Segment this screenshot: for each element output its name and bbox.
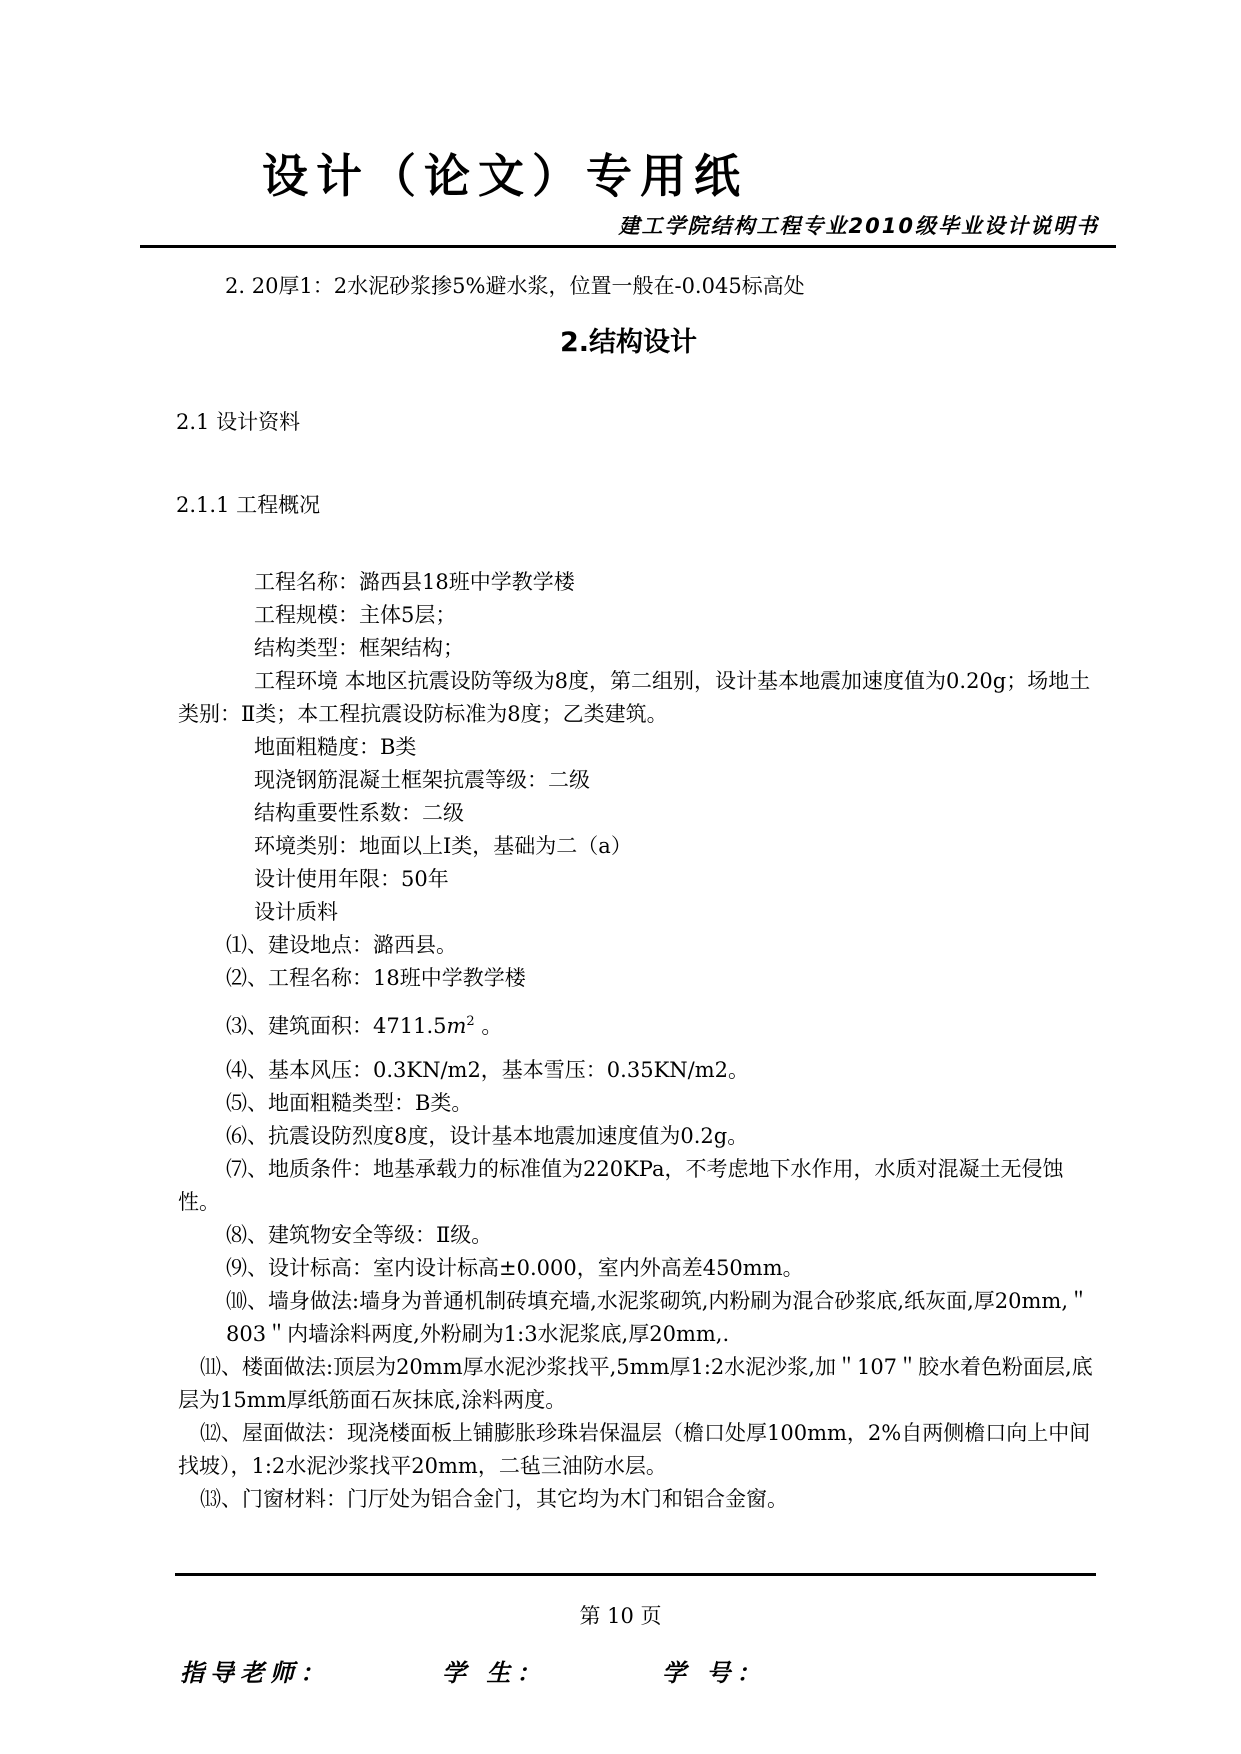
student-label: 学 生： bbox=[442, 1659, 547, 1687]
overview-item: 地面粗糙度：B类 bbox=[254, 735, 417, 759]
material-item-12: ⑿、屋面做法：现浇楼面板上铺膨胀珍珠岩保温层（檐口处厚100mm，2%自两侧檐口向上中间找坡），1:2水泥沙浆找平20mm，二毡三油防水层。 bbox=[178, 1421, 1091, 1478]
overview-item: 工程名称：潞西县18班中学教学楼 bbox=[254, 570, 575, 594]
material-item-7: ⑺、地质条件：地基承载力的标准值为220KPa，不考虑地下水作用，水质对混凝土无侵蚀性。 bbox=[178, 1157, 1064, 1214]
area-unit-exponent: 2 bbox=[466, 1014, 475, 1029]
environment-paragraph: 工程环境 本地区抗震设防等级为8度，第二组别，设计基本地震加速度值为0.20g；场地土类别：Ⅱ类；本工程抗震设防标准为8度；乙类建筑。 bbox=[178, 669, 1091, 726]
overview-item: 结构重要性系数：二级 bbox=[254, 801, 464, 825]
area-label: ⑶、建筑面积：4711.5 bbox=[226, 1014, 447, 1038]
overview-item: 环境类别：地面以上Ⅰ类，基础为二（a） bbox=[254, 834, 632, 858]
section-title: 2.结构设计 bbox=[560, 327, 698, 358]
overview-list bbox=[254, 566, 575, 665]
page-header-subtitle: 建工学院结构工程专业2010级毕业设计说明书 bbox=[618, 214, 1099, 238]
subsection-heading: 2.1 设计资料 bbox=[176, 410, 301, 434]
material-item-9: ⑼、设计标高：室内设计标高±0.000，室内外高差450mm。 bbox=[226, 1256, 804, 1280]
material-item-6: ⑹、抗震设防烈度8度，设计基本地震加速度值为0.2g。 bbox=[226, 1124, 749, 1148]
material-item-4: ⑷、基本风压：0.3KN/m2，基本雪压：0.35KN/m2。 bbox=[226, 1058, 749, 1082]
overview-list-2 bbox=[254, 731, 632, 929]
material-item-8: ⑻、建筑物安全等级：Ⅱ级。 bbox=[226, 1223, 493, 1247]
page-number: 第 10 页 bbox=[579, 1604, 662, 1628]
material-item-5: ⑸、地面粗糙类型：B类。 bbox=[226, 1091, 473, 1115]
material-item-3 bbox=[226, 1005, 502, 1043]
overview-item: 设计质料 bbox=[254, 900, 338, 924]
material-item-13: ⒀、门窗材料：门厅处为铝合金门，其它均为木门和铝合金窗。 bbox=[200, 1487, 788, 1511]
area-unit: m bbox=[446, 1014, 467, 1038]
material-item-11: ⑾、楼面做法:顶层为20mm厚水泥沙浆找平,5mm厚1:2水泥沙浆,加＂107＂胶水着色粉面层,底层为15mm厚纸筋面石灰抹底,涂料两度。 bbox=[178, 1355, 1093, 1412]
overview-item: 结构类型：框架结构； bbox=[254, 636, 464, 660]
material-item-10: ⑽、墙身做法:墙身为普通机制砖填充墙,水泥浆砌筑,内粉刷为混合砂浆底,纸灰面,厚20mm,＂803＂内墙涂料两度,外粉刷为1:3水泥浆底,厚20mm,. bbox=[226, 1289, 1089, 1346]
area-suffix: 。 bbox=[474, 1014, 503, 1038]
intro-line: 2. 20厚1：2水泥砂浆掺5%避水浆，位置一般在-0.045标高处 bbox=[225, 274, 805, 298]
footer-divider bbox=[175, 1573, 1096, 1576]
material-item-2: ⑵、工程名称：18班中学教学楼 bbox=[226, 966, 526, 990]
header-divider bbox=[140, 245, 1116, 248]
page-header-title: 设计（论文）专用纸 bbox=[262, 149, 748, 203]
student-id-label: 学 号： bbox=[662, 1659, 767, 1687]
subsubsection-heading: 2.1.1 工程概况 bbox=[176, 493, 321, 517]
advisor-label: 指导老师： bbox=[180, 1659, 330, 1687]
overview-item: 设计使用年限：50年 bbox=[254, 867, 449, 891]
overview-item: 工程规模：主体5层； bbox=[254, 603, 457, 627]
material-item-1: ⑴、建设地点：潞西县。 bbox=[226, 933, 457, 957]
overview-item: 现浇钢筋混凝土框架抗震等级：二级 bbox=[254, 768, 590, 792]
